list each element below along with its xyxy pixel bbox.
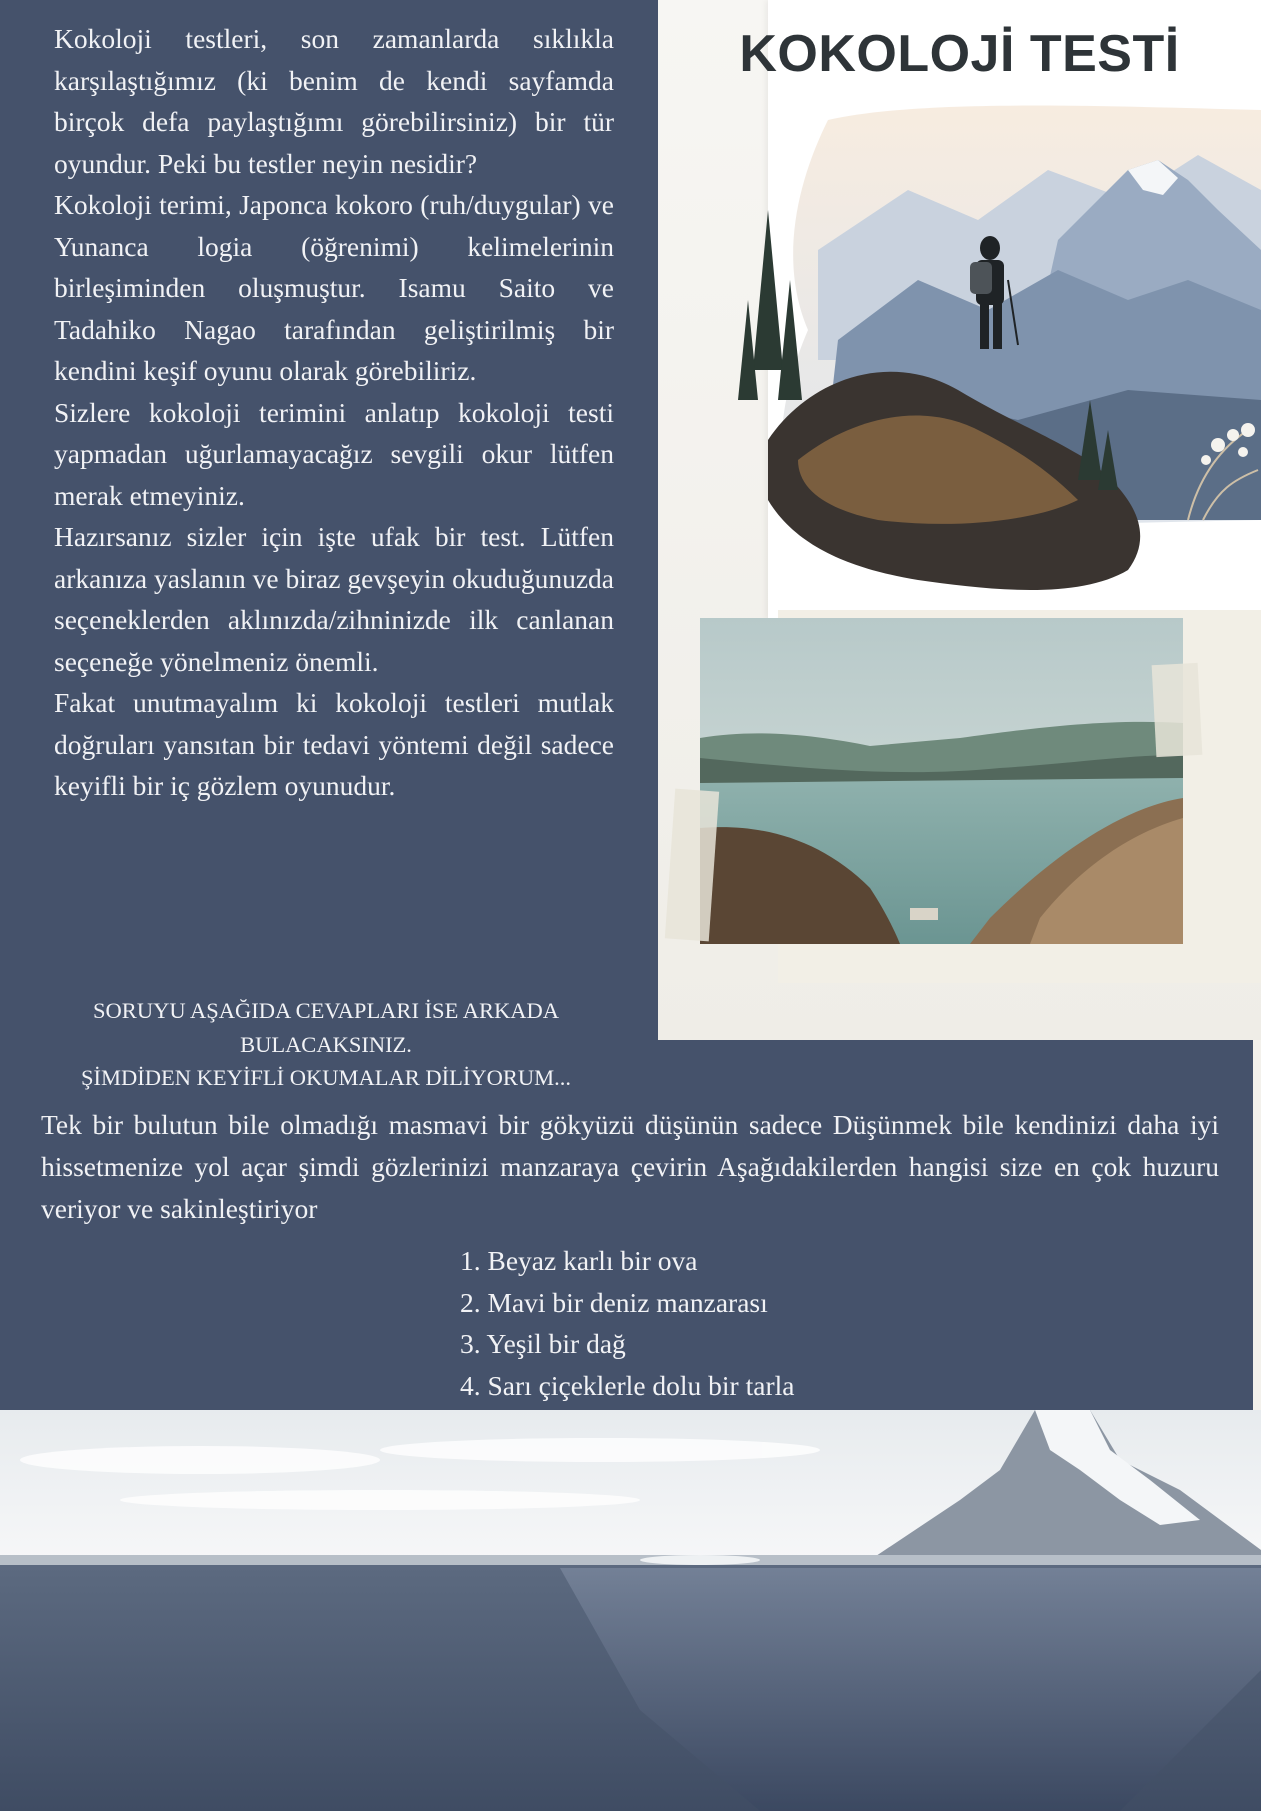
notice-text xyxy=(20,994,632,1095)
answer-options xyxy=(460,1240,794,1406)
hiker-mountain-illustration xyxy=(658,100,1261,620)
notice-line: BULACAKSINIZ. xyxy=(240,1031,412,1057)
intro-text xyxy=(54,18,614,807)
intro-paragraph: Sizlere kokoloji terimini anlatıp kokoloji testi yapmadan uğurlamayacağız sevgili okur lütfen merak etmeyiniz. xyxy=(54,396,614,511)
collage-area xyxy=(658,0,1261,1040)
option-item: 4. Sarı çiçeklerle dolu bir tarla xyxy=(460,1369,795,1401)
notice-line: ŞİMDİDEN KEYİFLİ OKUMALAR DİLİYORUM... xyxy=(81,1065,571,1090)
tape-decoration xyxy=(1152,663,1203,757)
option-item: 2. Mavi bir deniz manzarası xyxy=(460,1286,768,1318)
question-text: Tek bir bulutun bile olmadığı masmavi bir gökyüzü düşünün sadece Düşünmek bile kendinizi daha iyi hissetmenize yol açar şimdi gözlerinizi manzaraya çevirin Aşağıdakilerden hangisi size en çok huzuru veriyor ve sakinleştiriyor xyxy=(41,1109,1219,1224)
intro-paragraph: Kokoloji testleri, son zamanlarda sıklıkla karşılaştığımız (ki benim de kendi sayfamda birçok defa paylaştığımı görebilirsiniz) bir tür oyundur. Peki bu testler neyin nesidir? xyxy=(54,23,614,179)
page-title: KOKOLOJİ TESTİ xyxy=(739,25,1180,83)
iceberg-illustration xyxy=(0,1410,1261,1811)
lake-photo xyxy=(700,618,1183,944)
option-item: 3. Yeşil bir dağ xyxy=(460,1328,626,1359)
intro-paragraph: Fakat unutmayalım ki kokoloji testleri mutlak doğruları yansıtan bir tedavi yöntemi değil sadece keyifli bir iç gözlem oyunudur. xyxy=(54,687,614,801)
option-item: 1. Beyaz karlı bir ova xyxy=(460,1245,698,1276)
intro-paragraph: Hazırsanız sizler için işte ufak bir test. Lütfen arkanıza yaslanın ve biraz gevşeyin okuduğunuzda seçeneklerden aklınızda/zihninizde ilk canlanan seçeneğe yönelmeniz önemli. xyxy=(54,521,614,677)
notice-line: SORUYU AŞAĞIDA CEVAPLARI İSE ARKADA xyxy=(93,998,559,1023)
intro-paragraph: Kokoloji terimi, Japonca kokoro (ruh/duygular) ve Yunanca logia (öğrenimi) kelimelerinin birleşiminden oluşmuştur. Isamu Saito ve Tadahiko Nagao tarafından geliştirilmiş bir kendini keşif oyunu olarak görebiliriz. xyxy=(54,189,614,386)
